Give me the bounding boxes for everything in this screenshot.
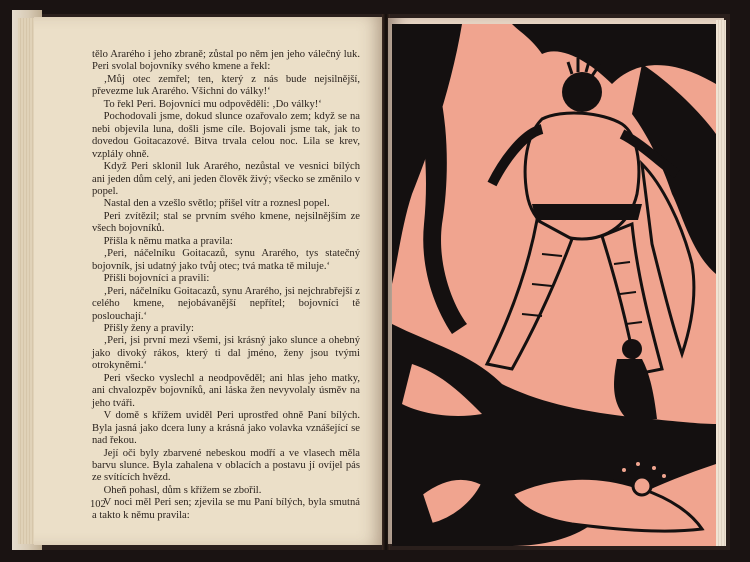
paragraph: V domě s křížem uviděl Peri uprostřed ohně Paní bílých. Byla jasná jako dcera luny a krásná jako volavka vznášející se nad řekou. — [92, 410, 360, 447]
paragraph: Přišli bojovníci a pravili: — [103, 273, 210, 285]
paragraph: Oheň pohasl, dům s křížem se zbořil. — [103, 484, 262, 496]
main-panel — [392, 24, 716, 444]
star-icon — [652, 466, 656, 470]
paragraph: Když Peri sklonil luk Ararého, nezůstal ve vesnici bílých ani jeden dům celý, ani jeden člověk živý; všecko se změnilo v popel. — [92, 161, 360, 197]
paragraph: Přišly ženy a pravily: — [103, 322, 194, 334]
warrior-head — [562, 72, 602, 112]
paragraph: Pochodovali jsme, dokud slunce ozařovalo zem; když se na nebi objevila luna, došli jsme cíle. Bojovali jsme tak, jak to dovedou Goitacazové. Bitva trvala celou noc. Lila se krev, vzplály ohně. — [92, 111, 360, 160]
paragraph: V noci měl Peri sen; zjevila se mu Paní bílých, byla smutná a takto k němu pravila: — [92, 497, 360, 521]
star-icon — [622, 468, 626, 472]
paragraph: Peri zvítězil; stal se prvním svého kmene, nejsilnějším ze všech bojovníků. — [92, 210, 360, 235]
right-page-edge — [716, 20, 726, 546]
warrior-belt — [532, 204, 642, 220]
reclining-figure-head — [633, 477, 651, 495]
paragraph: ‚Můj otec zemřel; ten, který z nás bude nejsilnější, převezme luk Ararého. Všichni do války!‘ — [92, 73, 360, 98]
paragraph: tělo Ararého i jeho zbraně; zůstal po něm jen jeho válečný luk. Peri svolal bojovníky svého kmene a řekl: — [92, 49, 360, 73]
paragraph: Nastal den a vzešlo světlo; přišel vítr a roznesl popel. — [103, 198, 330, 210]
paragraph: Přišla k němu matka a pravila: — [103, 235, 233, 247]
paragraph: To řekl Peri. Bojovníci mu odpověděli: ‚Do války!‘ — [103, 98, 322, 110]
paragraph: ‚Peri, jsi první mezi všemi, jsi krásný jako slunce a ohebný jako divoký rákos, který ti dal jméno, ženy jsou tvými otrokyněmi.‘ — [92, 335, 360, 372]
paragraph: ‚Peri, náčelníku Goitacazů, synu Ararého, tys statečný bojovník, jsi udatný jako tvůj otec; tvá matka tě miluje.‘ — [92, 248, 360, 272]
star-icon — [636, 462, 640, 466]
illustration-plate — [392, 24, 716, 546]
page-number: 102 — [90, 499, 106, 510]
paragraph: Peri všecko vyslechl a neodpověděl; ani hlas jeho matky, ani chvalozpěv bojovníků, ani láska žen nevyvolaly úsměv na jeho tváři. — [92, 372, 360, 409]
panel-divider — [392, 444, 716, 450]
page-text — [92, 49, 360, 522]
illustration-art — [392, 24, 716, 546]
paragraph: ‚Peri, náčelníku Goitacazů, synu Ararého, jsi nejchrabřejší z celého kmene, nejobávanější nepřítel; bojovníci tě poslouchají.‘ — [92, 285, 360, 322]
figure-head — [622, 339, 642, 359]
star-icon — [662, 474, 666, 478]
lower-panel — [392, 450, 716, 546]
paragraph: Její oči byly zbarvené nebeskou modří a ve vlasech měla barvu slunce. Byla zahalena v oblacích a postavu jí ovíjel pás ze svítících hvězd. — [92, 447, 360, 484]
